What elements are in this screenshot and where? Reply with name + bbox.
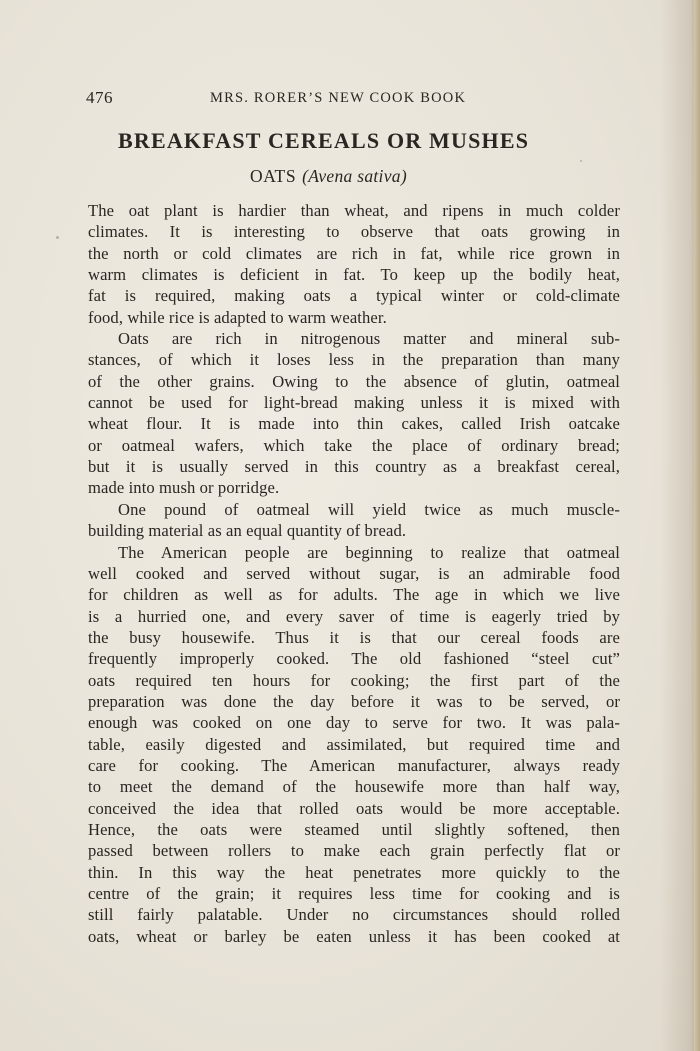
paper-speck (580, 160, 582, 162)
text-line: preparation was done the day before it was to be served, or (88, 691, 620, 711)
page-number: 476 (86, 88, 113, 107)
text-line: wheat flour. It is made into thin cakes, called Irish oatcake (88, 414, 620, 434)
text-line: centre of the grain; it requires less time for cooking and is (88, 884, 620, 903)
section-title (250, 166, 480, 187)
text-line: cannot be used for light-bread making unless it is mixed with (88, 393, 620, 413)
section-latin-name: (Avena sativa) (302, 166, 407, 186)
text-line: passed between rollers to make each grain perfectly flat or (88, 841, 620, 861)
text-line: made into mush or porridge. (88, 478, 280, 498)
text-line: of the other grains. Owing to the absence of glutin, oatmeal (88, 371, 620, 391)
text-line: for children as well as for adults. The age in which we live (88, 585, 620, 605)
text-line: stances, of which it loses less in the preparation than many (88, 350, 620, 370)
text-line: fat is required, making oats a typical winter or cold-climate (88, 286, 620, 306)
text-line: One pound of oatmeal will yield twice as much muscle- (118, 499, 620, 519)
text-line: well cooked and served without sugar, is an admirable food (88, 563, 620, 583)
text-line: the busy housewife. Thus it is that our cereal foods are (88, 627, 620, 647)
text-line: still fairly palatable. Under no circumstances should rolled (88, 905, 620, 925)
text-line: conceived the idea that rolled oats would be more acceptable. (88, 798, 620, 818)
text-line: Hence, the oats were steamed until slightly softened, then (88, 819, 620, 839)
text-line: The American people are beginning to realize that oatmeal (118, 542, 620, 562)
text-line: thin. In this way the heat penetrates more quickly to the (88, 862, 620, 882)
chapter-title: BREAKFAST CEREALS OR MUSHES (118, 128, 530, 153)
text-line: climates. It is interesting to observe that oats growing in (88, 222, 620, 242)
text-line: the north or cold climates are rich in fat, while rice grown in (88, 243, 620, 263)
book-title: MRS. RORER’S NEW COOK BOOK (210, 90, 467, 106)
text-line: or oatmeal wafers, which take the place of ordinary bread; (88, 435, 620, 455)
running-head (86, 88, 496, 110)
text-line: The oat plant is hardier than wheat, and ripens in much colder (88, 201, 620, 220)
text-line: but it is usually served in this country as a breakfast cereal, (88, 457, 620, 477)
text-line: enough was cooked on one day to serve for two. It was pala- (88, 713, 620, 733)
text-line: warm climates is deficient in fat. To keep up the bodily heat, (88, 265, 620, 285)
text-line: food, while rice is adapted to warm weather. (88, 307, 387, 327)
text-line: oats required ten hours for cooking; the first part of the (88, 670, 620, 690)
text-line: table, easily digested and assimilated, but required time and (88, 734, 620, 754)
paper-speck (56, 236, 59, 239)
text-line: to meet the demand of the housewife more than half way, (88, 777, 620, 797)
text-line: is a hurried one, and every saver of time is eagerly tried by (88, 606, 620, 626)
text-line: frequently improperly cooked. The old fashioned “steel cut” (88, 649, 620, 669)
text-line: oats, wheat or barley be eaten unless it has been cooked at (88, 926, 620, 946)
text-line: Oats are rich in nitrogenous matter and mineral sub- (118, 329, 620, 349)
text-line: care for cooking. The American manufacturer, always ready (88, 755, 620, 775)
body-text (88, 200, 620, 947)
text-line: building material as an equal quantity of bread. (88, 521, 407, 541)
page-spine-shadow (694, 0, 700, 1051)
section-name: OATS (250, 166, 297, 186)
